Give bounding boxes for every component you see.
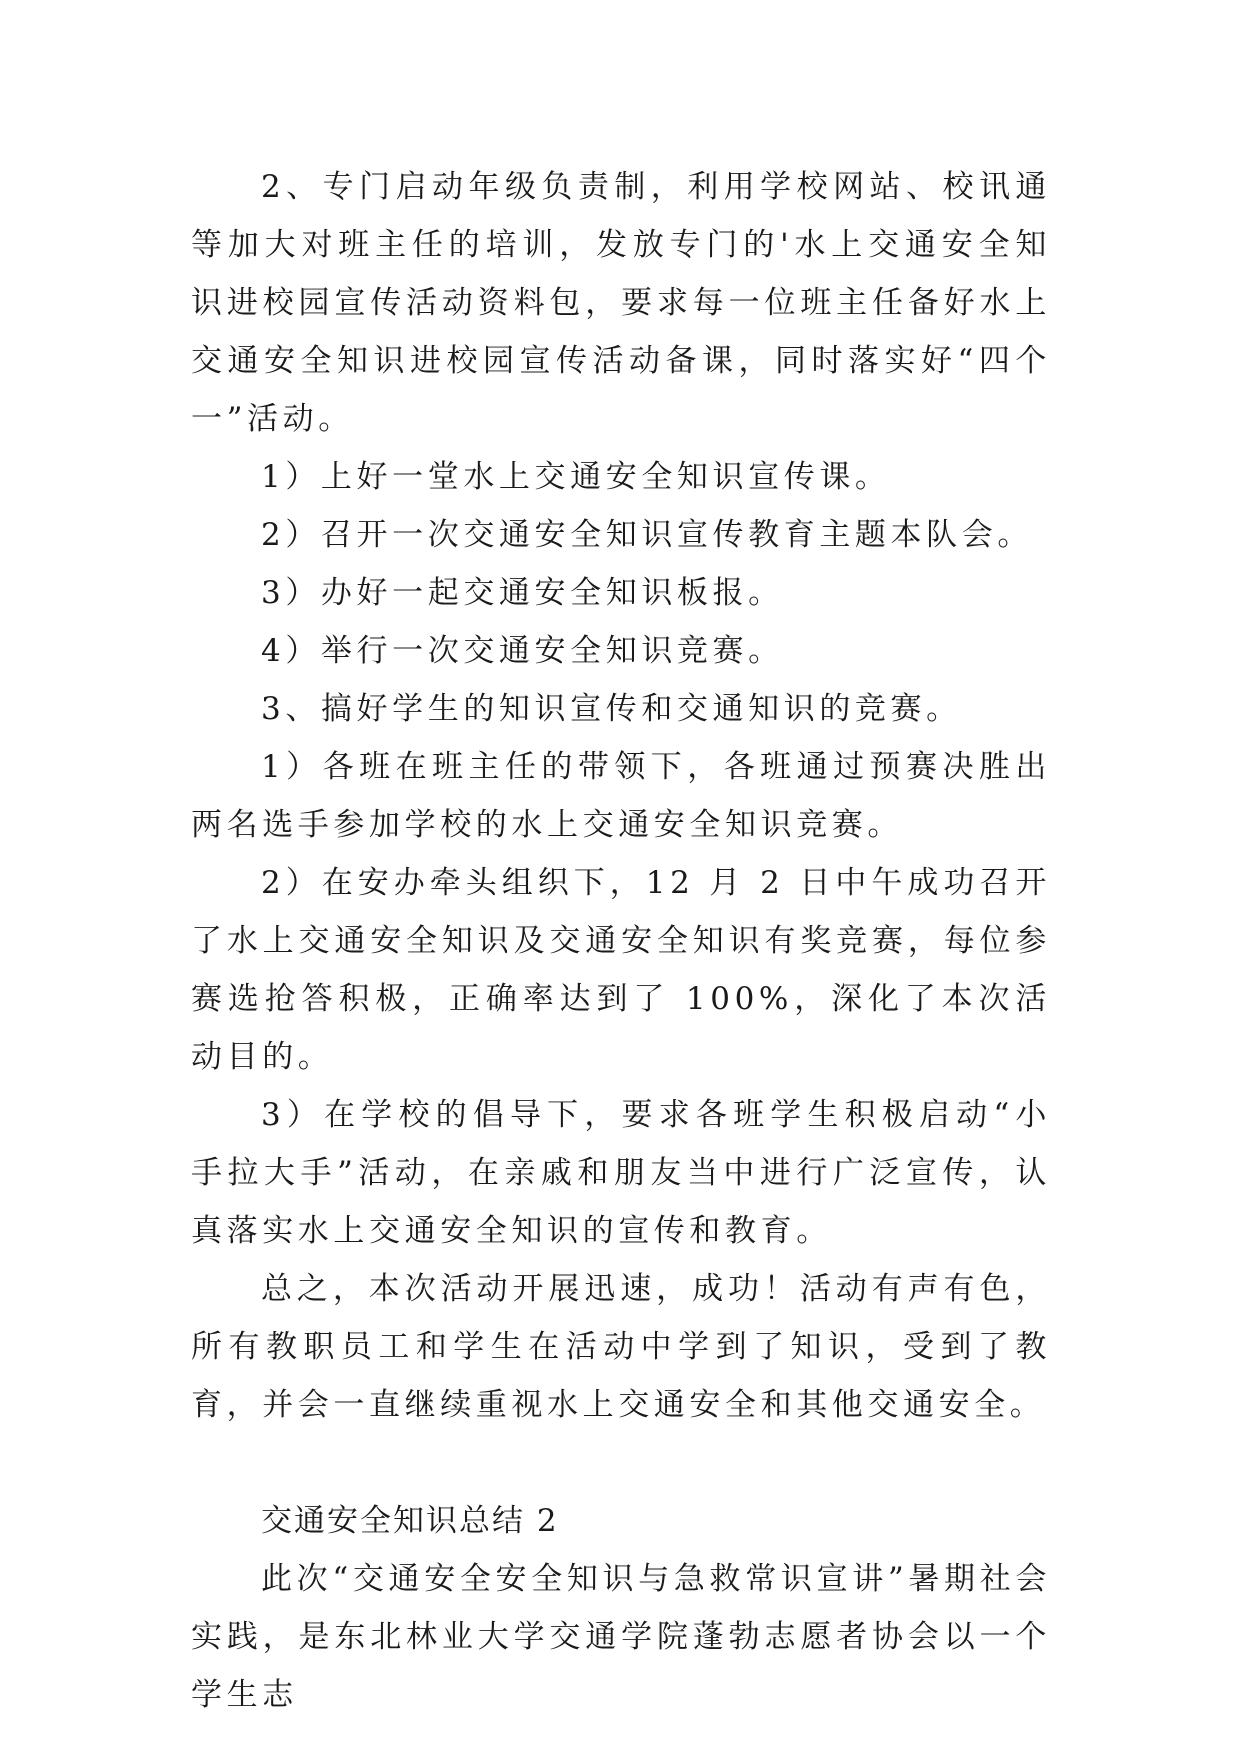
paragraph-hand-in-hand: 3）在学校的倡导下，要求各班学生积极启动“小手拉大手”活动，在亲戚和朋友当中进行广泛宣传，认真落实水上交通安全知识的宣传和教育。 xyxy=(191,1097,1051,1249)
paragraph-student-competition: 3、搞好学生的知识宣传和交通知识的竞赛。 xyxy=(261,691,962,727)
section-heading: 交通安全知识总结 2 xyxy=(261,1503,559,1539)
paragraph-item-lecture: 1）上好一堂水上交通安全知识宣传课。 xyxy=(261,459,891,495)
paragraph-section2-intro: 此次“交通安全安全知识与急救常识宣讲”暑期社会实践，是东北林业大学交通学院蓬勃志愿者协会以一个学生志 xyxy=(191,1561,1051,1713)
paragraph-class-preliminary: 1）各班在班主任的带领下，各班通过预赛决胜出两名选手参加学校的水上交通安全知识竞赛。 xyxy=(191,749,1051,843)
paragraph-item-blackboard: 3）办好一起交通安全知识板报。 xyxy=(261,575,784,611)
paragraph-prize-contest: 2）在安办牵头组织下，12 月 2 日中午成功召开了水上交通安全知识及交通安全知识有奖竞赛，每位参赛选抢答积极，正确率达到了 100%，深化了本次活动目的。 xyxy=(191,865,1051,1075)
paragraph-item-meeting: 2）召开一次交通安全知识宣传教育主题本队会。 xyxy=(261,517,1033,553)
paragraph-item-contest: 4）举行一次交通安全知识竞赛。 xyxy=(261,633,784,669)
paragraph-grade-responsibility: 2、专门启动年级负责制，利用学校网站、校讯通等加大对班主任的培训，发放专门的'水上交通安全知识进校园宣传活动资料包，要求每一位班主任备好水上交通安全知识进校园宣传活动备课，同时落实好“四个一”活动。 xyxy=(191,169,1051,437)
paragraph-summary: 总之，本次活动开展迅速，成功！活动有声有色，所有教职员工和学生在活动中学到了知识，受到了教育，并会一直继续重视水上交通安全和其他交通安全。 xyxy=(191,1271,1051,1423)
document-body xyxy=(191,158,1051,1724)
